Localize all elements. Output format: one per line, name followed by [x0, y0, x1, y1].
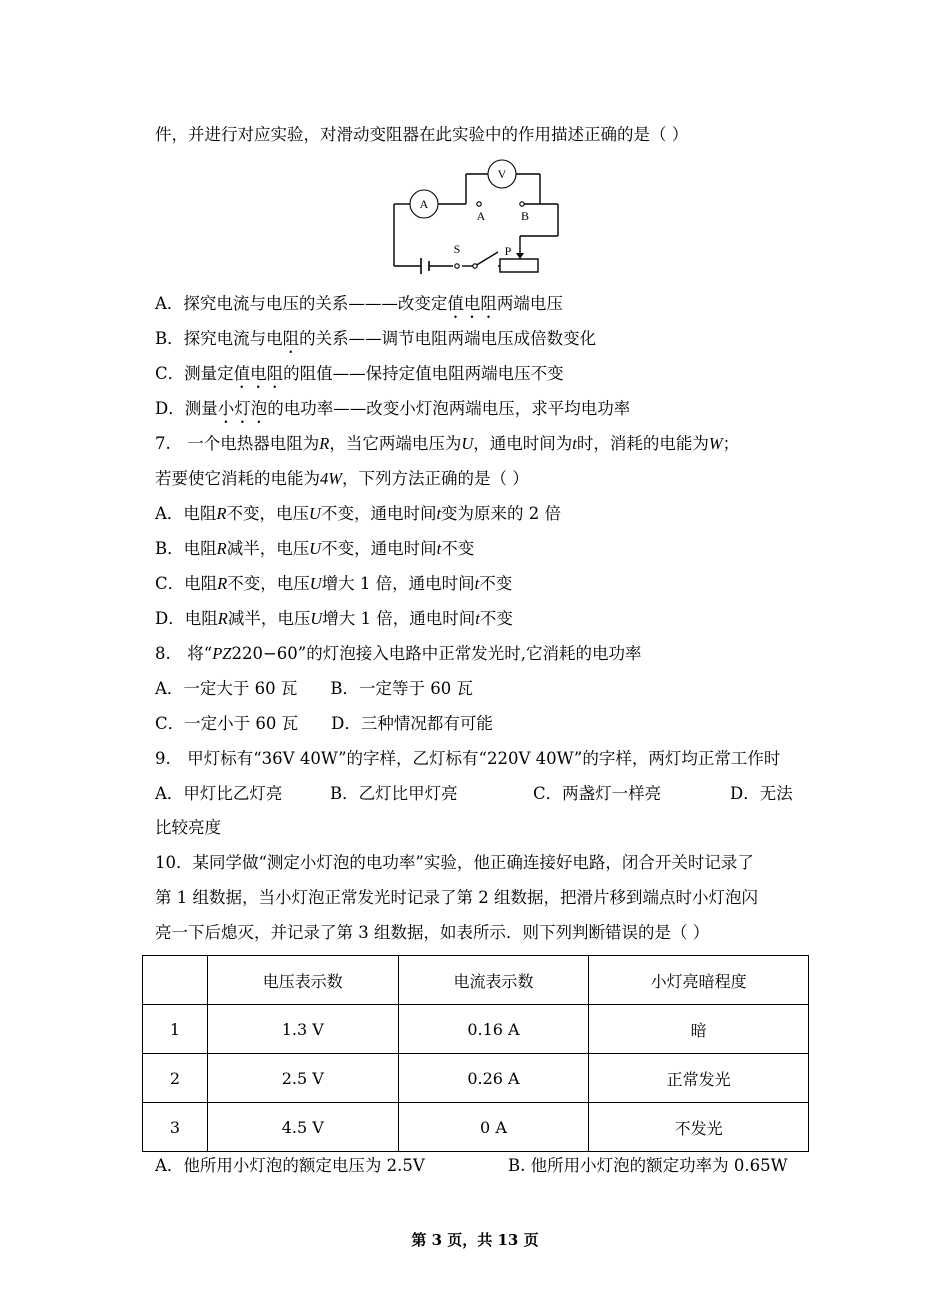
q9-stem: 9. 甲灯标有“36V 40W”的字样，乙灯标有“220V 40W”的字样，两灯均正常工作时 — [155, 749, 781, 768]
q6-option-d: D．测量小灯泡的电功率——改变小灯泡两端电压，求平均电功率 — [155, 399, 631, 418]
table-cell: 2.5 V — [207, 1054, 398, 1103]
table-header: 电压表示数 — [207, 956, 398, 1005]
table-cell: 暗 — [589, 1005, 809, 1054]
table-cell: 1.3 V — [207, 1005, 398, 1054]
slider-label: P — [504, 244, 512, 258]
q10-option-b: B. 他所用小灯泡的额定功率为 0.65W — [508, 1156, 788, 1175]
q7-stem-line1: 7. 一个电热器电阻为R，当它两端电压为U，通电时间为t时，消耗的电能为W； — [155, 434, 740, 453]
q9-option-b: B．乙灯比甲灯亮 — [330, 784, 458, 803]
table-cell: 正常发光 — [589, 1054, 809, 1103]
q10-stem-line3: 亮一下后熄灭，并记录了第 3 组数据，如表所示．则下列判断错误的是（ ） — [155, 923, 710, 942]
q8-options-ab: A．一定大于 60 瓦 B．一定等于 60 瓦 — [155, 679, 474, 698]
q10-option-a: A．他所用小灯泡的额定电压为 2.5V — [155, 1156, 425, 1175]
table-header: 电流表示数 — [398, 956, 589, 1005]
voltmeter-label: V — [497, 167, 507, 181]
table-row — [143, 1054, 809, 1103]
q10-stem-line1: 10．某同学做“测定小灯泡的电功率”实验，他正确连接好电路，闭合开关时记录了 — [155, 853, 754, 872]
table-cell: 2 — [143, 1054, 208, 1103]
point-b-label: B — [520, 209, 530, 223]
table-cell: 4.5 V — [207, 1103, 398, 1152]
q7-stem-line2: 若要使它消耗的电能为4W，下列方法正确的是（ ） — [155, 469, 529, 488]
q6-option-a: A．探究电流与电压的关系———改变定值电阻两端电压 — [155, 294, 563, 313]
table-cell: 3 — [143, 1103, 208, 1152]
table-header-row — [143, 956, 809, 1005]
data-table — [142, 955, 809, 1152]
q7-option-d: D．电阻R减半，电压U增大 1 倍，通电时间t不变 — [155, 609, 513, 628]
point-a-label: A — [476, 209, 486, 223]
q7-option-c: C．电阻R不变，电压U增大 1 倍，通电时间t不变 — [155, 574, 513, 593]
ammeter-label: A — [419, 197, 429, 211]
q6-stem: 件，并进行对应实验，对滑动变阻器在此实验中的作用描述正确的是（ ） — [155, 125, 689, 144]
q9-option-c: C．两盏灯一样亮 — [533, 784, 662, 803]
q10-stem-line2: 第 1 组数据，当小灯泡正常发光时记录了第 2 组数据，把滑片移到端点时小灯泡闪 — [155, 888, 758, 907]
table-cell: 不发光 — [589, 1103, 809, 1152]
circuit-diagram — [380, 158, 560, 276]
q7-option-b: B．电阻R减半，电压U不变，通电时间t不变 — [155, 539, 475, 558]
q9-option-d: D．无法 — [730, 784, 793, 803]
q8-stem: 8. 将“PZ220−60”的灯泡接入电路中正常发光时,它消耗的电功率 — [155, 644, 642, 663]
table-cell: 1 — [143, 1005, 208, 1054]
table-header — [143, 956, 208, 1005]
page-footer: 第 3 页，共 13 页 — [411, 1231, 539, 1249]
q9-option-a: A．甲灯比乙灯亮 — [155, 784, 283, 803]
table-header: 小灯亮暗程度 — [589, 956, 809, 1005]
q9-option-d-cont: 比较亮度 — [155, 818, 221, 837]
table-row — [143, 1005, 809, 1054]
switch-label: S — [453, 242, 461, 256]
q6-option-b: B．探究电流与电阻的关系——调节电阻两端电压成倍数变化 — [155, 329, 597, 348]
table-cell: 0.16 A — [398, 1005, 589, 1054]
table-cell: 0 A — [398, 1103, 589, 1152]
table-row — [143, 1103, 809, 1152]
q8-options-cd: C．一定小于 60 瓦 D．三种情况都有可能 — [155, 714, 493, 733]
q7-option-a: A．电阻R不变，电压U不变，通电时间t变为原来的 2 倍 — [155, 504, 562, 523]
table-cell: 0.26 A — [398, 1054, 589, 1103]
q6-option-c: C．测量定值电阻的阻值——保持定值电阻两端电压不变 — [155, 364, 564, 383]
